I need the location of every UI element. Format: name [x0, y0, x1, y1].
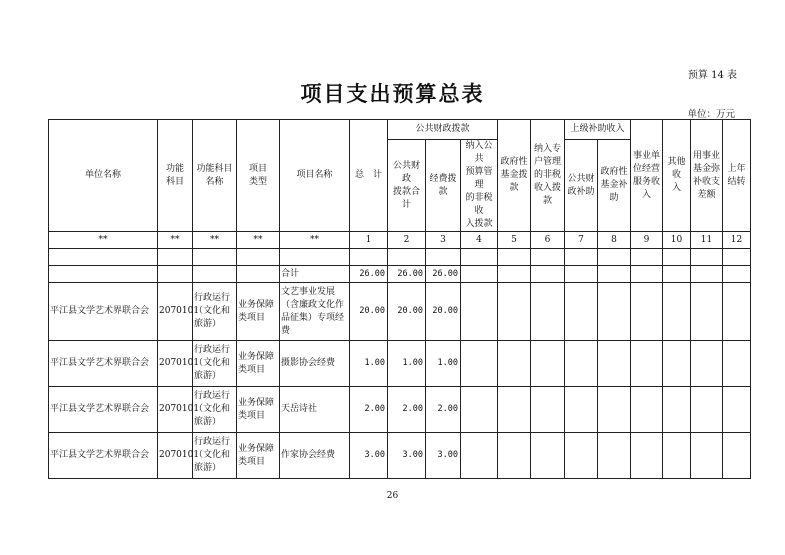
header-project-name: 项目名称	[280, 120, 350, 232]
public-fiscal-cell: 2.00	[388, 387, 426, 433]
page-title: 项目支出预算总表	[300, 82, 485, 106]
func-name-cell: 行政运行 （文化和 旅游）	[193, 433, 237, 479]
total-cell: 3.00	[350, 433, 388, 479]
expense-alloc-cell: 1.00	[426, 341, 461, 387]
header-business-income: 事业单 位经营 服务收 入	[631, 120, 663, 232]
public-fiscal-cell: 3.00	[388, 433, 426, 479]
expense-alloc-cell: 3.00	[426, 433, 461, 479]
index-cell: 4	[461, 232, 498, 249]
project-name-cell: 作家协会经费	[280, 433, 350, 479]
header-func-subject-name: 功能科目 名称	[193, 120, 237, 232]
total-cell: 2.00	[350, 387, 388, 433]
index-cell: 6	[531, 232, 565, 249]
func-code-cell: 2070101	[158, 283, 193, 341]
project-type-cell: 业务保障 类项目	[237, 387, 280, 433]
expense-alloc-cell: 2.00	[426, 387, 461, 433]
spacer-row	[49, 249, 751, 266]
unit-name-cell: 平江县文学艺术界联合会	[49, 283, 158, 341]
public-fiscal-cell: 1.00	[388, 341, 426, 387]
header-row-1	[49, 120, 751, 140]
header-gov-fund: 政府性 基金拨 款	[498, 120, 531, 232]
header-public-subsidy: 公共财 政补助	[565, 140, 598, 232]
func-code-cell: 2070101	[158, 387, 193, 433]
public-fiscal-cell: 20.00	[388, 283, 426, 341]
project-type-cell: 业务保障 类项目	[237, 341, 280, 387]
project-name-cell: 文艺事业发展 （含廉政文化作 品征集）专项经 费	[280, 283, 350, 341]
header-special-account: 纳入专 户管理 的非税 收入拨 款	[531, 120, 565, 232]
func-name-cell: 行政运行 （文化和 旅游）	[193, 283, 237, 341]
table-row	[49, 387, 751, 433]
header-unit-name: 单位名称	[49, 120, 158, 232]
header-func-subject: 功能 科目	[158, 120, 193, 232]
index-cell: 1	[350, 232, 388, 249]
func-name-cell: 行政运行 （文化和 旅游）	[193, 341, 237, 387]
header-carryover: 上年 结转	[723, 120, 751, 232]
total-expense-alloc: 26.00	[426, 266, 461, 283]
header-superior-subsidy: 上级补助收入	[565, 120, 631, 140]
unit-name-cell: 平江县文学艺术界联合会	[49, 387, 158, 433]
total-row	[49, 266, 751, 283]
index-row	[49, 232, 751, 249]
unit-name-cell: 平江县文学艺术界联合会	[49, 341, 158, 387]
expense-alloc-cell: 20.00	[426, 283, 461, 341]
index-cell: **	[49, 232, 158, 249]
header-other-income: 其他收 入	[663, 120, 691, 232]
index-cell: 7	[565, 232, 598, 249]
index-cell: 5	[498, 232, 531, 249]
total-total: 26.00	[350, 266, 388, 283]
table-row	[49, 433, 751, 479]
header-budget-mgmt: 纳入公共 预算管理 的非税收 入拨款	[461, 140, 498, 232]
index-cell: 11	[691, 232, 723, 249]
func-code-cell: 2070101	[158, 341, 193, 387]
table-number: 预算 14 表	[687, 70, 737, 81]
project-name-cell: 摄影协会经费	[280, 341, 350, 387]
total-public-fiscal: 26.00	[388, 266, 426, 283]
index-cell: **	[237, 232, 280, 249]
table-row	[49, 341, 751, 387]
index-cell: 9	[631, 232, 663, 249]
index-cell: 10	[663, 232, 691, 249]
page-number: 26	[386, 491, 399, 501]
index-cell: 3	[426, 232, 461, 249]
func-code-cell: 2070101	[158, 433, 193, 479]
header-public-fiscal-total: 公共财政 拨款合计	[388, 140, 426, 232]
unit-name-cell: 平江县文学艺术界联合会	[49, 433, 158, 479]
header-project-type: 项目 类型	[237, 120, 280, 232]
unit-label: 单位：万元	[687, 109, 735, 120]
header-total: 总 计	[350, 120, 388, 232]
project-type-cell: 业务保障 类项目	[237, 433, 280, 479]
header-fund-balance: 用事业 基金弥 补收支 差额	[691, 120, 723, 232]
project-type-cell: 业务保障 类项目	[237, 283, 280, 341]
index-cell: **	[193, 232, 237, 249]
total-cell: 1.00	[350, 341, 388, 387]
index-cell: **	[158, 232, 193, 249]
index-cell: 12	[723, 232, 751, 249]
header-expense-alloc: 经费拨 款	[426, 140, 461, 232]
index-cell: **	[280, 232, 350, 249]
total-cell: 20.00	[350, 283, 388, 341]
index-cell: 8	[598, 232, 631, 249]
func-name-cell: 行政运行 （文化和 旅游）	[193, 387, 237, 433]
index-cell: 2	[388, 232, 426, 249]
table-row	[49, 283, 751, 341]
project-name-cell: 天岳诗社	[280, 387, 350, 433]
total-label: 合计	[280, 266, 350, 283]
budget-table	[48, 119, 751, 479]
header-public-fiscal: 公共财政拨款	[388, 120, 498, 140]
header-gov-fund-subsidy: 政府性 基金补 助	[598, 140, 631, 232]
